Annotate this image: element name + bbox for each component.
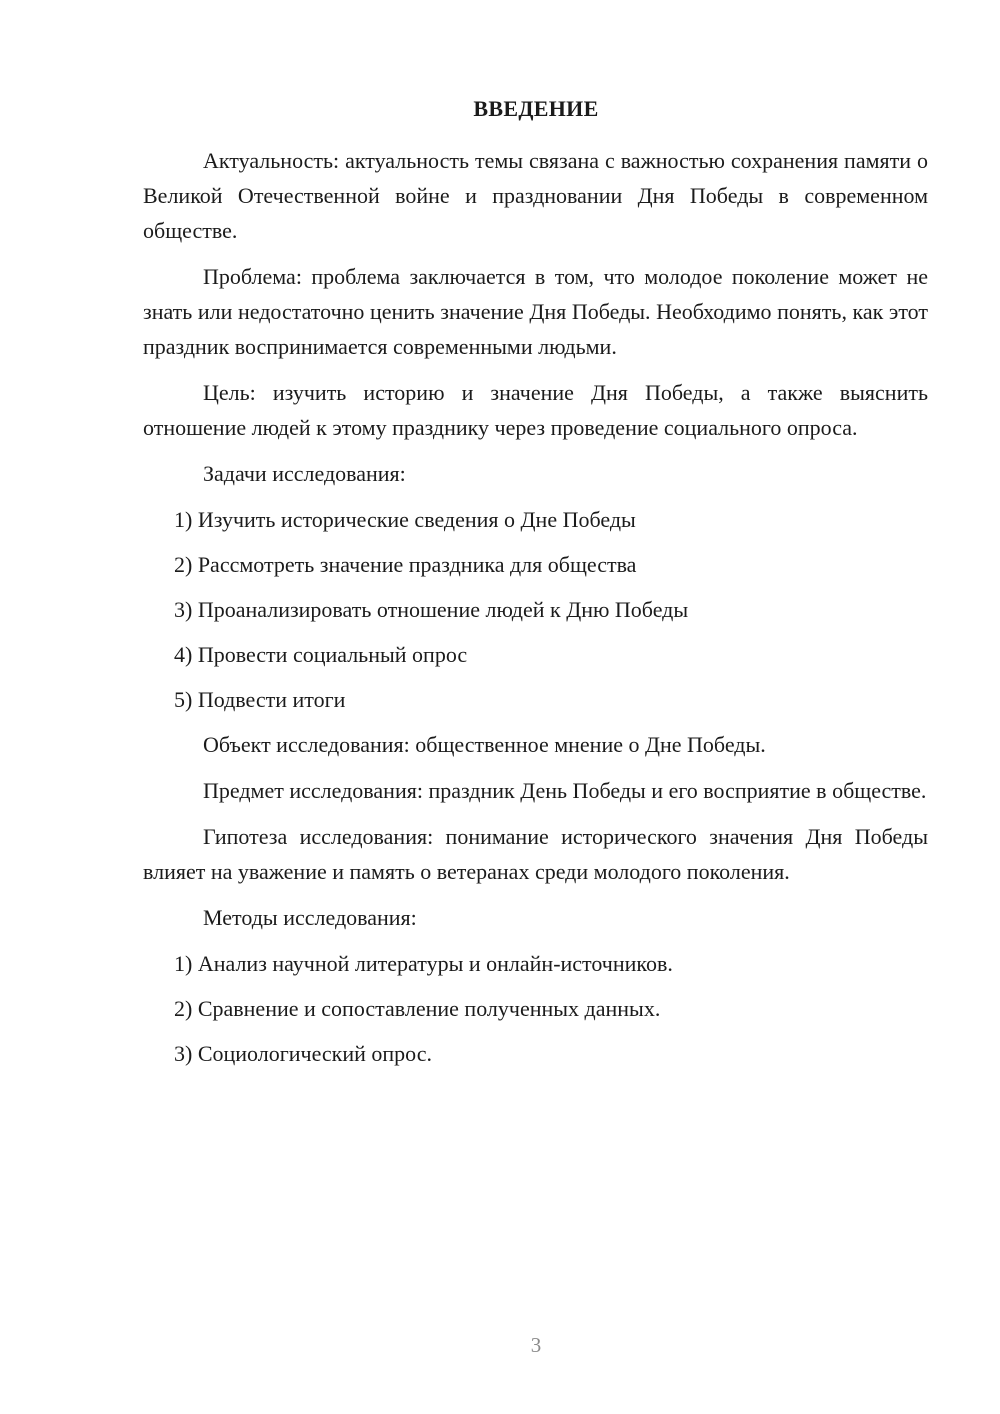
list-item: 2) Сравнение и сопоставление полученных данных. xyxy=(174,996,661,1021)
tasks-list xyxy=(143,502,928,717)
subject-paragraph: Предмет исследования: праздник День Победы и его восприятие в обществе. xyxy=(203,778,927,803)
tasks-heading: Задачи исследования: xyxy=(203,461,406,486)
problem-paragraph: Проблема: проблема заключается в том, что молодое поколение может не знать или недостаточно ценить значение Дня Победы. Необходимо понять, как этот праздник воспринимается современными людьми. xyxy=(143,264,928,359)
list-item: 4) Провести социальный опрос xyxy=(174,642,468,667)
relevance-paragraph: Актуальность: актуальность темы связана с важностью сохранения памяти о Великой Отечественной войне и праздновании Дня Победы в современном обществе. xyxy=(143,148,928,243)
list-item: 1) Изучить исторические сведения о Дне Победы xyxy=(174,507,636,532)
page-number: 3 xyxy=(530,1333,542,1357)
methods-heading: Методы исследования: xyxy=(203,905,417,930)
list-item: 1) Анализ научной литературы и онлайн-источников. xyxy=(174,951,673,976)
methods-list xyxy=(143,946,928,1071)
page-title: ВВЕДЕНИЕ xyxy=(473,96,599,121)
list-item: 3) Проанализировать отношение людей к Дню Победы xyxy=(174,597,689,622)
document-body xyxy=(143,143,928,1081)
list-item: 5) Подвести итоги xyxy=(174,687,346,712)
list-item: 3) Социологический опрос. xyxy=(174,1041,432,1066)
object-paragraph: Объект исследования: общественное мнение о Дне Победы. xyxy=(203,732,766,757)
goal-paragraph: Цель: изучить историю и значение Дня Победы, а также выяснить отношение людей к этому празднику через проведение социального опроса. xyxy=(143,380,928,440)
hypothesis-paragraph: Гипотеза исследования: понимание исторического значения Дня Победы влияет на уважение и память о ветеранах среди молодого поколения. xyxy=(143,824,928,884)
list-item: 2) Рассмотреть значение праздника для общества xyxy=(174,552,637,577)
